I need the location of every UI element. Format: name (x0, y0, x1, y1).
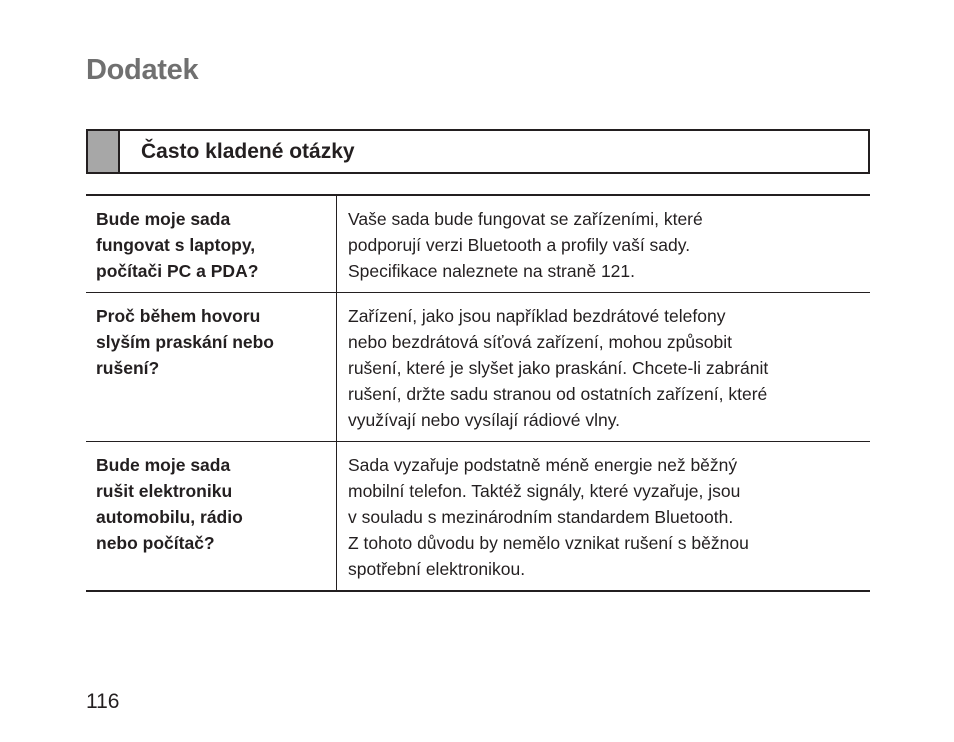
faq-question: Bude moje sada rušit elektroniku automobilu, rádio nebo počítač? (86, 442, 337, 590)
faq-table (86, 194, 870, 592)
faq-row (86, 442, 870, 592)
faq-row (86, 293, 870, 442)
section-header (86, 129, 870, 174)
faq-answer: Vaše sada bude fungovat se zařízeními, které podporují verzi Bluetooth a profily vaší sady. Specifikace naleznete na straně 121. (348, 209, 703, 281)
faq-answer: Sada vyzařuje podstatně méně energie než běžný mobilní telefon. Taktéž signály, které vyzařuje, jsou v souladu s mezinárodním standardem Bluetooth. Z tohoto důvodu by nemělo vznikat rušení s běžnou spotřební elektronikou. (348, 455, 749, 579)
page-title: Dodatek (86, 54, 199, 86)
section-title: Často kladené otázky (141, 140, 355, 163)
faq-answer: Zařízení, jako jsou například bezdrátové telefony nebo bezdrátová síťová zařízení, mohou způsobit rušení, které je slyšet jako praskání. Chcete-li zabránit rušení, držte sadu stranou od ostatních zařízení, které využívají nebo vysílají rádiové vlny. (348, 306, 769, 430)
faq-row (86, 196, 870, 293)
faq-question: Proč během hovoru slyším praskání nebo rušení? (86, 293, 337, 441)
page-number: 116 (86, 690, 120, 713)
section-marker (88, 131, 120, 172)
faq-question: Bude moje sada fungovat s laptopy, počítači PC a PDA? (86, 196, 337, 292)
